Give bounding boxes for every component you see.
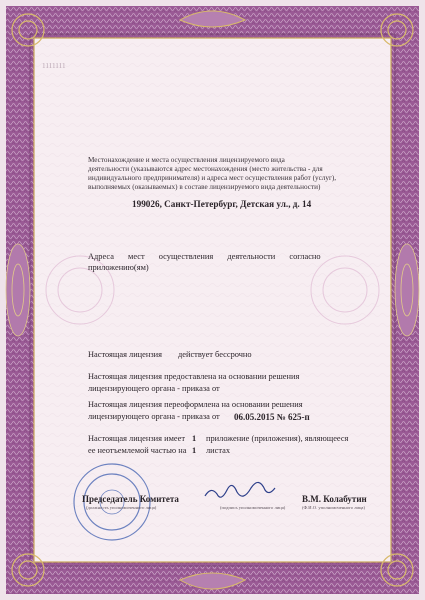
reissued-order: 06.05.2015 № 625-п bbox=[234, 412, 310, 422]
corner-serial: 1111111 bbox=[42, 62, 66, 70]
appendix-line1-suffix: приложение (приложения), являющееся bbox=[206, 434, 349, 443]
location-title-line2: деятельности (указываются адрес местонахождения (место жительства - для bbox=[88, 165, 323, 173]
appendix-count: 1 bbox=[192, 434, 197, 443]
issued-line2: лицензирующего органа - приказа от bbox=[88, 384, 220, 393]
side-medallion-left-icon bbox=[6, 244, 30, 336]
validity-value: действует бессрочно bbox=[178, 350, 252, 359]
location-title-line1: Местонахождение и места осуществления лицензируемого вида bbox=[88, 156, 285, 164]
location-address: 199026, Санкт-Петербург, Детская ул., д. 14 bbox=[132, 199, 312, 209]
side-medallion-right-icon bbox=[395, 244, 419, 336]
location-title-line4: выполняемых (оказываемых) в составе лицензируемого вида деятельности) bbox=[88, 183, 321, 191]
signatory-name: В.М. Колабутин bbox=[302, 494, 367, 504]
license-sheet bbox=[40, 44, 385, 556]
signatory-name-caption: (Ф.И.О. уполномоченного лица) bbox=[302, 505, 365, 510]
validity-label: Настоящая лицензия bbox=[88, 350, 163, 359]
reissued-line1: Настоящая лицензия переоформлена на основании решения bbox=[88, 400, 303, 409]
reissued-line2: лицензирующего органа - приказа от bbox=[88, 412, 220, 421]
appendix-sheets: 1 bbox=[192, 446, 197, 455]
appendix-line2-prefix: ее неотъемлемой частью на bbox=[88, 446, 187, 455]
issued-line1: Настоящая лицензия предоставлена на основании решения bbox=[88, 372, 300, 381]
appendix-line2-suffix: листах bbox=[206, 446, 231, 455]
appendix-line1-prefix: Настоящая лицензия имеет bbox=[88, 434, 185, 443]
appendix-addresses-line1: Адреса мест осуществления деятельности согласно bbox=[88, 252, 321, 261]
appendix-addresses-line2: приложению(ям) bbox=[88, 263, 149, 272]
signatory-position-caption: (должность уполномоченного лица) bbox=[86, 505, 157, 510]
signatory-sign-caption: (подпись уполномоченного лица) bbox=[220, 505, 286, 510]
signatory-position: Председатель Комитета bbox=[82, 494, 179, 504]
location-title-line3: индивидуального предпринимателя) и адреса мест осуществления работ (услуг), bbox=[88, 174, 337, 182]
